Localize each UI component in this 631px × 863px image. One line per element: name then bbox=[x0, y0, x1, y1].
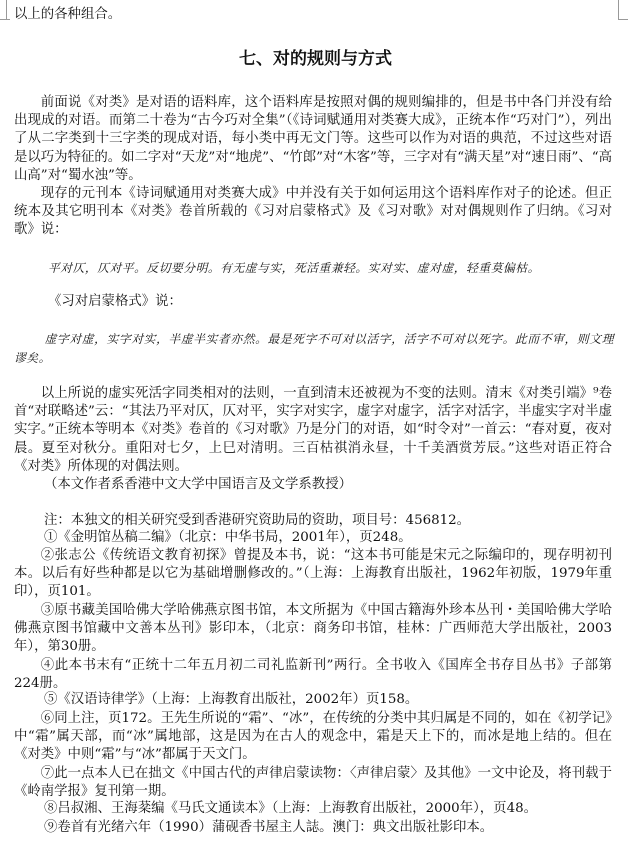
notes-intro: 注：本独文的相关研究受到香港研究资助局的资助，项目号：456812。 bbox=[44, 513, 471, 528]
continuation-line: 以上的各种组合。 bbox=[14, 7, 122, 22]
footnote-5: ⑤《汉语诗律学》（上海：上海教育出版社，2002年）页158。 bbox=[44, 692, 419, 707]
body-paragraph-2: 现存的元刊本《诗词赋通用对类赛大成》中并没有关于如何运用这个语料库作对子的论述。但正统本及其它明刊本《对类》卷首所载的《习对启蒙格式》及《习对歌》对对偶规则作了归纳。《习对歌》说： bbox=[14, 186, 612, 238]
footnote-6: ⑥同上注，页172。王先生所说的“霜”、“冰”，在传统的分类中其归属是不同的，如在《初学记》中“霜”属天部，而“冰”属地部，这是因为在古人的观念中，霜是天上下的，而冰是地上结的。但在《对类》中则“霜”与“冰”都属于天文门。 bbox=[14, 711, 612, 763]
footnote-8: ⑧吕叔湘、王海棻编《马氏文通读本》（上海：上海教育出版社，2000年），页48。 bbox=[44, 801, 537, 816]
margin-mark-right bbox=[618, 0, 619, 20]
block-quote-xiduige: 平对仄，仄对平。反切要分明。有无虚与实，死活重兼轻。实对实、虚对虚，轻重莫偏枯。 bbox=[48, 261, 540, 275]
body-paragraph-1: 前面说《对类》是对语的语料库，这个语料库是按照对偶的规则编排的，但是书中各门并没有给出现成的对语。而第二十卷为“古今巧对全集”（《诗词赋通用对类赛大成》，正统本作“巧对门”），列出了从二字类到十三字类的现成对语，每小类中再无文门等。这些可以作为对语的典范，不过这些对语是以巧为特征的。如二字对“天龙”对“地虎”、“竹郎”对“木客”等，三字对有“满天星”对“速日雨”、“高山高”对“蜀水浊”等。 bbox=[14, 95, 612, 183]
body-paragraph-4: 以上所说的虚实死活字同类相对的法则，一直到清末还被视为不变的法则。清末《对类引端》⁹卷首“对联略述”云：“其法乃平对仄，仄对平，实字对实字，虚字对虚字，活字对活字，半虚实字对半虚实字。”正统本等明本《对类》卷首的《习对歌》乃是分门的对语，如“时令对”一首云：“春对夏，夜对晨。夏至对秋分。重阳对七夕，上巳对清明。三百枯祺消永昼，十千美酒赏芳辰。”这些对语正符合《对类》所体现的对偶法则。 bbox=[14, 386, 612, 474]
body-paragraph-3: 《习对启蒙格式》说： bbox=[48, 294, 182, 309]
margin-mark-left bbox=[6, 0, 7, 20]
author-affiliation: （本文作者系香港中文大学中国语言及文学系教授） bbox=[44, 477, 352, 492]
footnote-7: ⑦此一点本人已在拙文《中国古代的声律启蒙读物：〈声律启蒙〉及其他》一文中论及，将刊载于《岭南学报》复刊第一期。 bbox=[14, 766, 612, 800]
footnote-1: ①《金明馆丛稿二编》（北京：中华书局，2001年），页248。 bbox=[44, 530, 412, 545]
footnote-4: ④此本书末有“正统十二年五月初二司礼监新刊”两行。全书收入《国库全书存目丛书》子部第224册。 bbox=[14, 658, 612, 692]
block-quote-qimeng-geshi: 虚字对虚，实字对实，半虚半实者亦然。最是死字不可对以活字，活字不可对以死字。此而不审，则文理谬矣。 bbox=[14, 332, 614, 365]
footnote-9: ⑨卷首有光绪六年（1990）蒲砚香书屋主人誌。澳门：典文出版社影印本。 bbox=[44, 820, 494, 835]
footnote-3: ③原书藏美国哈佛大学哈佛燕京图书馆，本文所据为《中国古籍海外珍本丛刊・美国哈佛大学哈佛燕京图书馆藏中文善本丛刊》影印本，（北京：商务印书馆，桂林：广西师范大学出版社，2003年），第30册。 bbox=[14, 603, 612, 655]
section-heading: 七、对的规则与方式 bbox=[239, 49, 392, 69]
footnote-2: ②张志公《传统语文教育初探》曾提及本书，说：“这本书可能是宋元之际编印的，现存明初刊本。以后有好些种都是以它为基础增删修改的。”（上海：上海教育出版社，1962年初版，1979年重印），页101。 bbox=[14, 548, 612, 600]
margin-mark-left-h bbox=[0, 19, 10, 20]
margin-mark-right-h bbox=[618, 19, 628, 20]
